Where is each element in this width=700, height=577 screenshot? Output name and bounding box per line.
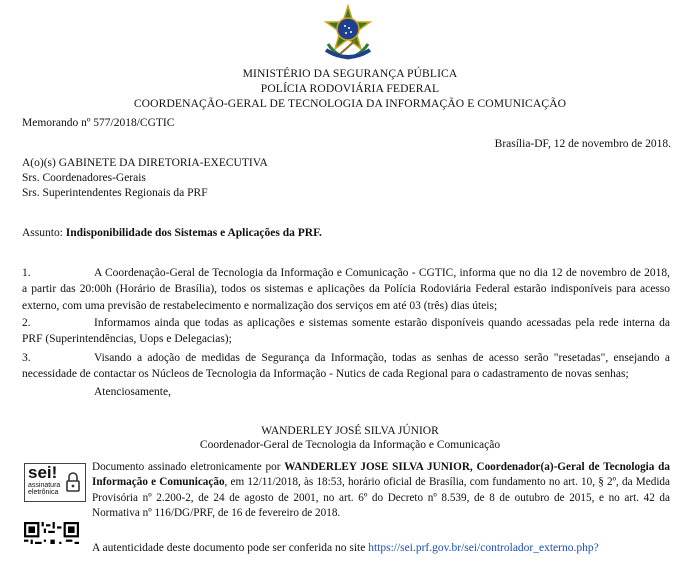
paragraph-2 (22, 315, 670, 348)
header-ministry: MINISTÉRIO DA SEGURANÇA PÚBLICA (242, 67, 458, 80)
recipient-line: Srs. Superintendentes Regionais da PRF (22, 187, 208, 199)
paragraph-number: 3. (22, 352, 31, 364)
paragraph-number: 2. (22, 317, 31, 329)
header-agency: POLÍCIA RODOVIÁRIA FEDERAL (260, 82, 440, 95)
closing: Atenciosamente, (94, 386, 171, 398)
signature-prefix: Documento assinado eletronicamente por (92, 461, 285, 473)
paragraph-1 (22, 265, 670, 314)
paragraph-3 (22, 350, 670, 383)
subject-line (22, 225, 322, 241)
sei-logo-sub1: assinatura (28, 482, 61, 489)
signatory-role: Coordenador-Geral de Tecnologia da Informação e Comunicação (199, 439, 501, 451)
paragraph-text: A Coordenação-Geral de Tecnologia da Informação e Comunicação - CGTIC, informa que no dia 12 de novembro de 2018, a partir das 20:00h (Horário de Brasília), todos os sistemas e aplicações da Polícia Rodoviária Federal estarão indisponíveis para acesso externo, com uma previsão de restabelecimento e normalização dos serviços em até 03 (três) dias úteis; (22, 267, 670, 312)
authenticity-link[interactable]: https://sei.prf.gov.br/sei/controlador_externo.php? (368, 542, 599, 554)
recipient-line: Srs. Coordenadores-Gerais (22, 172, 146, 184)
subject-text: Indisponibilidade dos Sistemas e Aplicações da PRF. (65, 227, 322, 239)
authenticity-text: A autenticidade deste documento pode ser conferida no site (92, 542, 369, 554)
place-date: Brasília-DF, 12 de novembro de 2018. (494, 138, 671, 150)
qr-code-icon (24, 522, 79, 577)
signature-rest: , em 12/11/2018, às 18:53, horário oficial de Brasília, com fundamento no art. 10, § 2º, da Medida Provisória nº 2.200-2, de 24 de agosto de 2001, no art. 6º do Decreto nº 8.539, de 8 de outubro de 2015, e no art. 42 da Normativa nº 116/DG/PRF, de 16 de fevereiro de 2018. (92, 476, 670, 520)
signature-signer: WANDERLEY JOSE SILVA JUNIOR, Coordenador(a)-Geral de Tecnologia da Informação e Comunicação (92, 461, 670, 489)
sei-logo-text: sei! (28, 463, 58, 482)
recipient-line: A(o)(s) GABINETE DA DIRETORIA-EXECUTIVA (22, 157, 268, 169)
electronic-signature-text (92, 460, 670, 521)
header-department: COORDENAÇÃO-GERAL DE TECNOLOGIA DA INFORMAÇÃO E COMUNICAÇÃO (133, 97, 567, 110)
sei-signature-logo (24, 463, 86, 502)
authenticity-line (92, 540, 599, 556)
sei-logo-sub2: eletrônica (28, 489, 59, 497)
paragraph-text: Visando a adoção de medidas de Segurança da Informação, todas as senhas de acesso serão "resetadas", ensejando a necessidade de contactar os Núcleos de Tecnologia da Informação - Nutics de cada Regional para o cadastramento de novas senhas; (22, 352, 670, 381)
memo-number: Memorando nº 577/2018/CGTIC (22, 117, 175, 129)
brazil-coat-of-arms-icon (318, 4, 378, 66)
signatory-name: WANDERLEY JOSÉ SILVA JÚNIOR (261, 425, 439, 437)
subject-label: Assunto: (22, 227, 63, 239)
paragraph-number: 1. (22, 267, 31, 279)
padlock-icon (65, 472, 81, 492)
paragraph-text: Informamos ainda que todas as aplicações e sistemas somente estarão disponíveis quando acessadas pela rede interna da PRF (Superintendências, Uops e Delegacias); (22, 317, 670, 346)
